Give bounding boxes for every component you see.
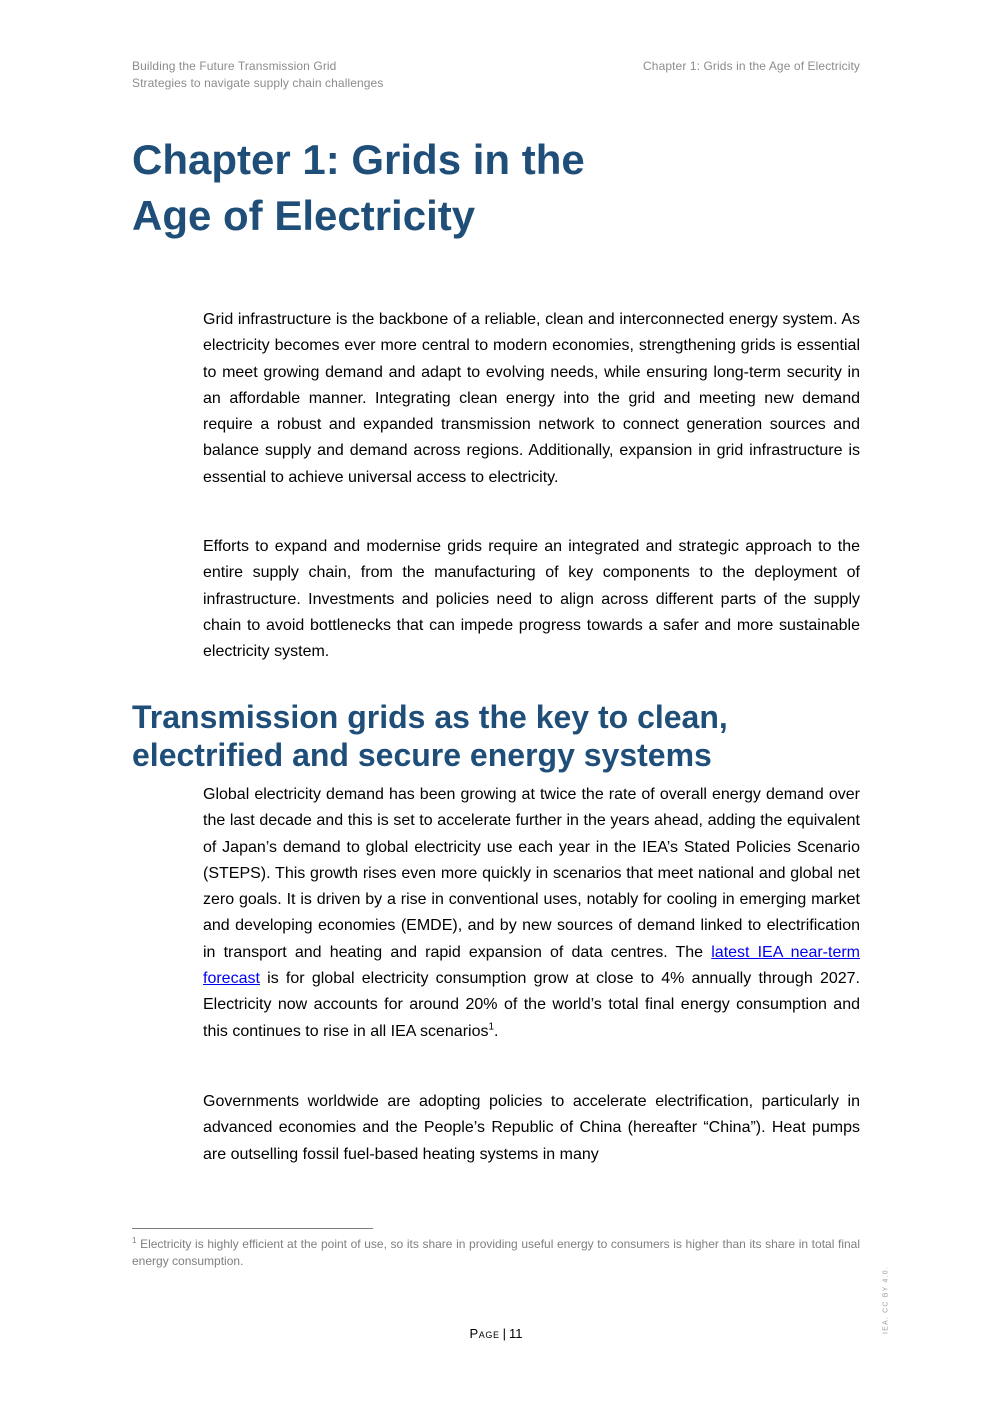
chapter-title-line2: Age of Electricity [132, 192, 476, 239]
section-paragraph-1-text-a: Global electricity demand has been growing at twice the rate of overall energy demand over the last decade and this is set to accelerate further in the years ahead, adding the equivalent of Japan’s demand to global electricity use each year in the IEA’s Stated Policies Scenario (STEPS). This growth rises even more quickly in scenarios that meet national and global net zero goals. It is driven by a rise in conventional uses, notably for cooling in emerging market and developing economies (EMDE), and by new sources of demand linked to electrification in transport and heating and rapid expansion of data centres. The [203, 786, 860, 961]
section-paragraph-1 [203, 782, 860, 1045]
license-notice: IEA. CC BY 4.0. [882, 1265, 890, 1335]
intro-paragraph-2: Efforts to expand and modernise grids require an integrated and strategic approach to the entire supply chain, from the manufacturing of key components to the deployment of infrastructure. Investments and policies need to align across different parts of the supply chain to avoid bottlenecks that can impede progress towards a safer and more sustainable electricity system. [203, 538, 860, 661]
report-subtitle: Strategies to navigate supply chain challenges [132, 76, 384, 90]
page-label: Page [469, 1326, 500, 1341]
page-separator: | [502, 1326, 506, 1341]
iea-forecast-link[interactable]: latest IEA near-term forecast [203, 943, 861, 988]
footnote-divider [132, 1228, 373, 1229]
section-paragraph-1-text-b: is for global electricity consumption grow at close to 4% annually through 2027. Electricity now accounts for around 20% of the world’s total final energy consumption and this continues to rise in all IEA scenarios [203, 970, 860, 1040]
footnote-text: Electricity is highly efficient at the point of use, so its share in providing useful energy to consumers is higher than its share in total final energy consumption. [132, 1237, 860, 1268]
intro-paragraph-1: Grid infrastructure is the backbone of a reliable, clean and interconnected energy system. As electricity becomes ever more central to modern economies, strengthening grids is essential to meet growing demand and adapt to evolving needs, while ensuring long-term security in an affordable manner. Integrating clean energy into the grid and meeting new demand require a robust and expanded transmission network to connect generation sources and balance supply and demand across regions. Additionally, expansion in grid infrastructure is essential to achieve universal access to electricity. [203, 311, 860, 486]
section-heading: Transmission grids as the key to clean, electrified and secure energy systems [132, 699, 728, 773]
chapter-title [132, 132, 692, 244]
footnote-reference[interactable]: 1 [488, 1021, 495, 1033]
section-paragraph-1-end: . [494, 1022, 499, 1040]
page-number-value: 11 [508, 1326, 523, 1341]
page-number [0, 1326, 992, 1342]
report-title: Building the Future Transmission Grid [132, 59, 337, 73]
footnote-marker: 1 [132, 1236, 137, 1245]
running-header-right [643, 58, 860, 75]
chapter-title-line1: Chapter 1: Grids in the [132, 136, 585, 183]
running-chapter-title: Chapter 1: Grids in the Age of Electricity [643, 59, 860, 73]
footnote [132, 1236, 860, 1270]
running-header-left [132, 58, 383, 92]
section-paragraph-2: Governments worldwide are adopting policies to accelerate electrification, particularly in advanced economies and the People’s Republic of China (hereafter “China”). Heat pumps are outselling fossil fuel-based heating systems in many [203, 1093, 860, 1163]
